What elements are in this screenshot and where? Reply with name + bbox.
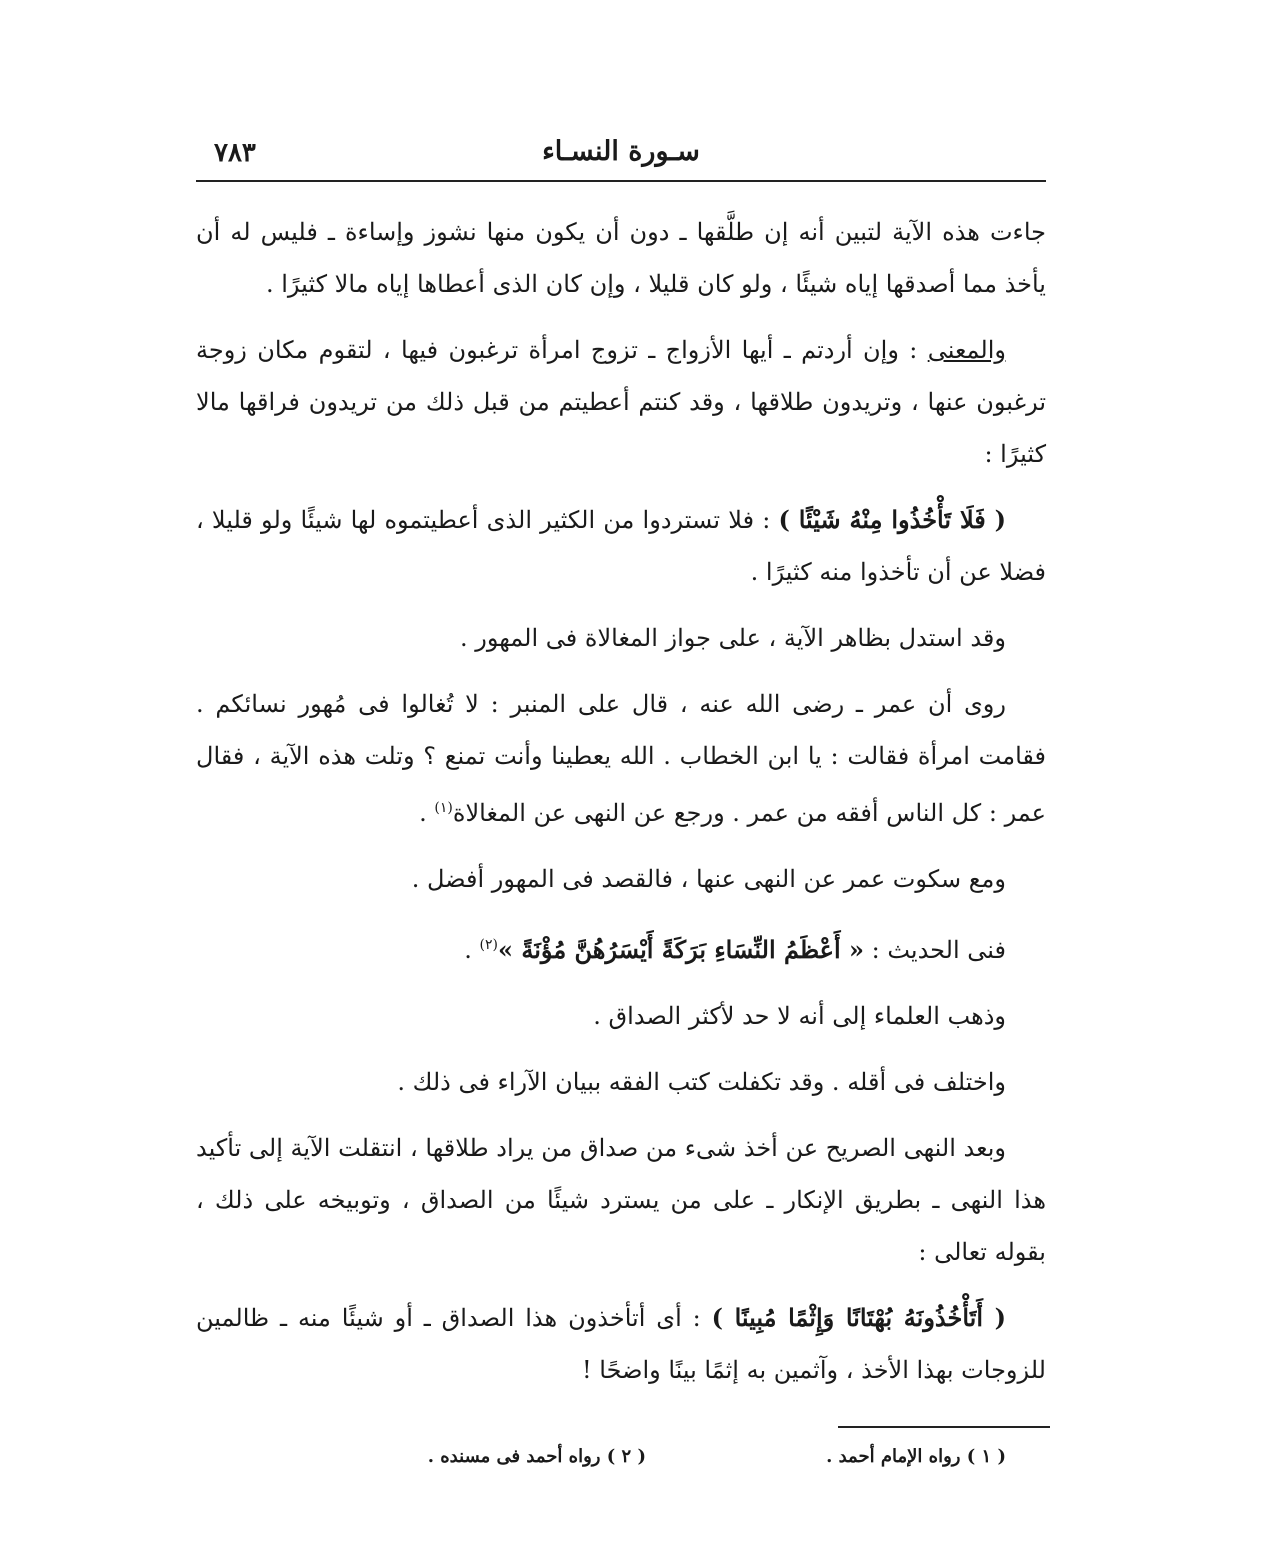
paragraph [196,324,1046,480]
footnote-2: ( ٢ ) رواه أحمد فى مسنده . [427,1446,646,1467]
paragraph-text: : أى أتأخذون هذا الصداق ـ أو شيئًا منه ـ ظالمين للزوجات بهذا الأخذ ، وآثمين به إثمًا بينًا واضحًا ! [196,1304,1046,1384]
end-dot: . [464,936,480,964]
paragraph: جاءت هذه الآية لتبين أنه إن طلَّقها ـ دون أن يكون منها نشوز وإساءة ـ فليس له أن يأخذ مما أصدقها إياه شيئًا ، ولو كان قليلا ، وإن كان الذى أعطاها إياه مالا كثيرًا . [196,218,1046,298]
paragraph: وقد استدل بظاهر الآية ، على جواز المغالاة فى المهور . [459,624,1006,652]
main-text [196,206,1046,1410]
paragraph [196,919,1046,976]
paragraph [196,494,1046,598]
paragraph-text: وإن أردتم ـ أيها الأزواج ـ تزوج امرأة ترغبون فيها ، لتقوم مكان زوجة ترغبون عنها ، وتريدون طلاقها ، وقد كنتم أعطيتم من قبل ذلك من تريدون فراقها مالا كثيرًا : [196,336,1046,468]
page-header [196,136,1046,176]
paragraph [196,1292,1046,1396]
paragraph-text: : فلا تستردوا من الكثير الذى أعطيتموه لها شيئًا ولو قليلا ، فضلا عن أن تأخذوا منه كثيرًا . [196,506,1046,586]
paragraph: وبعد النهى الصريح عن أخذ شىء من صداق من يراد طلاقها ، انتقلت الآية إلى تأكيد هذا النهى ـ بطريق الإنكار ـ على من يسترد شيئًا من الصداق ، وتوبيخه على ذلك ، بقوله تعالى : [196,1134,1046,1266]
header-rule [196,180,1046,182]
paragraph: ومع سكوت عمر عن النهى عنها ، فالقصد فى المهور أفضل . [411,865,1006,893]
paragraph-text: فنى الحديث : [871,936,1006,964]
footnote-marker: (١) [434,800,453,816]
hadith-quote: « أَعْظَمُ النِّسَاءِ بَرَكَةً أَيْسَرُهُنَّ مُؤْنَةً » [498,935,864,964]
paragraph-text: روى أن عمر ـ رضى الله عنه ، قال على المنبر : لا تُغالوا فى مُهور نسائكم . فقامت امرأة فقالت : يا ابن الخطاب . الله يعطينا وأنت تمنع ؟ وتلت هذه الآية ، فقال عمر : كل الناس أفقه من عمر . ورجع عن النهى عن المغالاة [196,690,1046,827]
page-number: ٧٨٣ [214,138,256,168]
end-dot: . [419,799,435,827]
footnotes [196,1446,1046,1480]
quran-quote: ( فَلَا تَأْخُذُوا مِنْهُ شَيْئًا ) [778,505,1006,534]
paragraph: وذهب العلماء إلى أنه لا حد لأكثر الصداق . [593,1002,1006,1030]
paragraph: واختلف فى أقله . وقد تكفلت كتب الفقه ببيان الآراء فى ذلك . [397,1068,1006,1096]
footnote-rule [838,1426,1050,1428]
footnote-marker: (٢) [479,937,499,953]
paragraph [196,678,1046,839]
quran-quote: ( أَتَأْخُذُونَهُ بُهْتَانًا وَإِثْمًا مُبِينًا ) [711,1303,1006,1332]
page-title: سـورة النسـاء [542,136,700,167]
meaning-separator: : [898,336,928,364]
footnote-1: ( ١ ) رواه الإمام أحمد . [826,1446,1006,1467]
meaning-label: والمعنى [927,336,1006,364]
